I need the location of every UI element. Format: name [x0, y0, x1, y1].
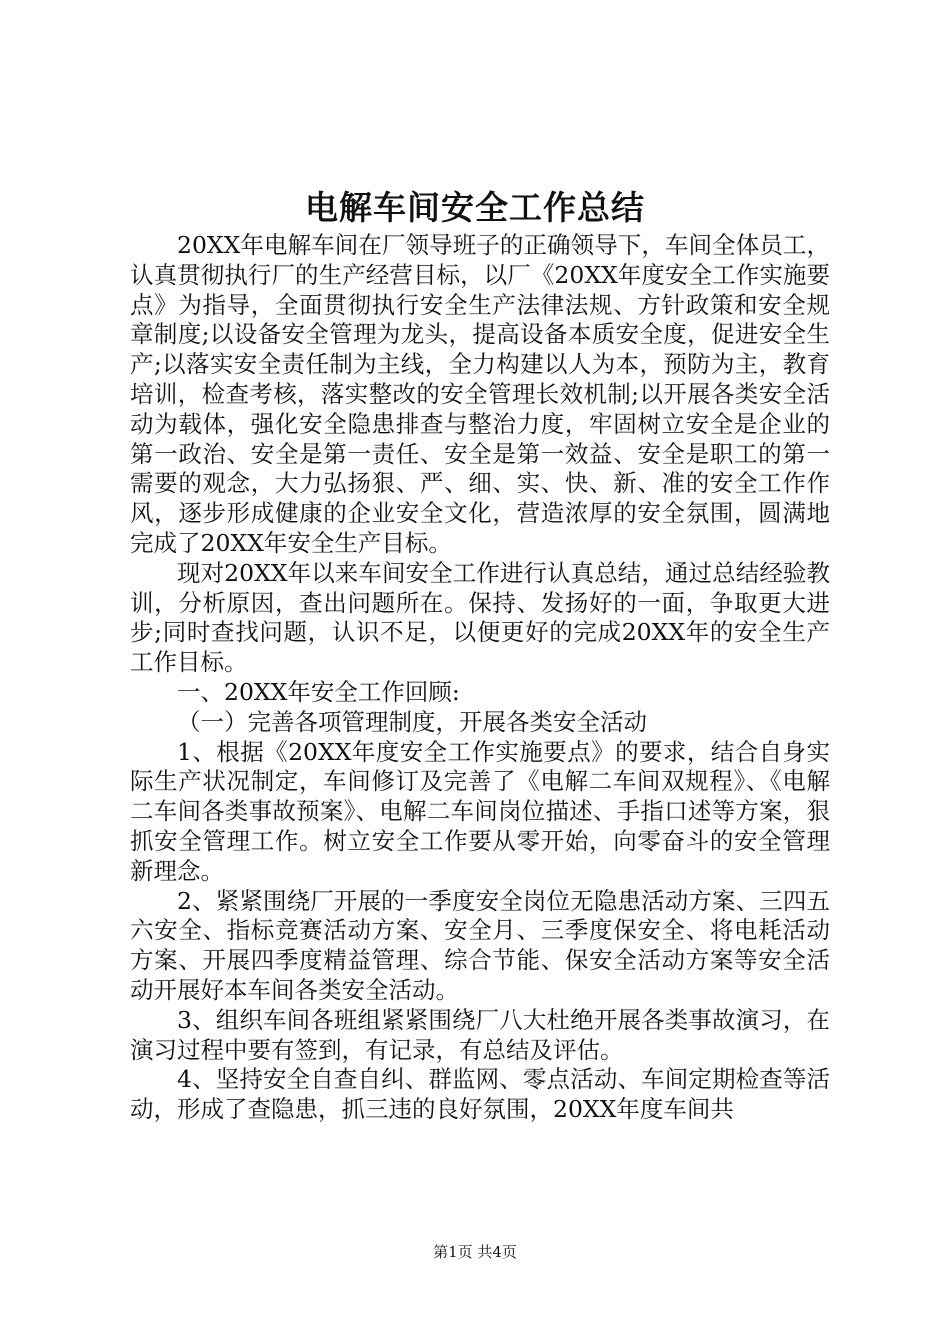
subsection-heading: （一）完善各项管理制度，开展各类安全活动: [177, 707, 647, 736]
paragraph: 2、紧紧围绕厂开展的一季度安全岗位无隐患活动方案、三四五六安全、指标竞赛活动方案、安全月、三季度保安全、将电耗活动方案、开展四季度精益管理、综合节能、保安全活动方案等安全活动开展好本车间各类安全活动。: [130, 886, 830, 1004]
page-number-footer: 第1页 共4页: [433, 1243, 517, 1261]
document-body: [130, 231, 830, 1125]
paragraph: 现对20XX年以来车间安全工作进行认真总结，通过总结经验教训，分析原因，查出问题所在。保持、发扬好的一面，争取更大进步;同时查找问题，认识不足，以便更好的完成20XX年的安全生产工作目标。: [130, 558, 830, 677]
section-heading: 一、20XX年安全工作回顾:: [177, 677, 460, 706]
paragraph: 20XX年电解车间在厂领导班子的正确领导下，车间全体员工，认真贯彻执行厂的生产经营目标，以厂《20XX年度安全工作实施要点》为指导，全面贯彻执行安全生产法律法规、方针政策和安全规章制度;以设备安全管理为龙头，提高设备本质安全度，促进安全生产;以落实安全责任制为主线，全力构建以人为本，预防为主，教育培训，检查考核，落实整改的安全管理长效机制;以开展各类安全活动为载体，强化安全隐患排查与整治力度，牢固树立安全是企业的第一政治、安全是第一责任、安全是第一效益、安全是职工的第一需要的观念，大力弘扬狠、严、细、实、快、新、准的安全工作作风，逐步形成健康的企业安全文化，营造浓厚的安全氛围，圆满地完成了20XX年安全生产目标。: [130, 231, 830, 557]
document-title: 电解车间安全工作总结: [305, 188, 645, 227]
paragraph: 1、根据《20XX年度安全工作实施要点》的要求，结合自身实际生产状况制定，车间修订及完善了《电解二车间双规程》、《电解二车间各类事故预案》、电解二车间岗位描述、手指口述等方案，狠抓安全管理工作。树立安全工作要从零开始，向零奋斗的安全管理新理念。: [130, 737, 830, 885]
paragraph: 4、坚持安全自查自纠、群监网、零点活动、车间定期检查等活动，形成了查隐患，抓三违的良好氛围，20XX年度车间共: [130, 1065, 830, 1124]
paragraph: 3、组织车间各班组紧紧围绕厂八大杜绝开展各类事故演习，在演习过程中要有签到，有记录，有总结及评估。: [130, 1005, 830, 1064]
